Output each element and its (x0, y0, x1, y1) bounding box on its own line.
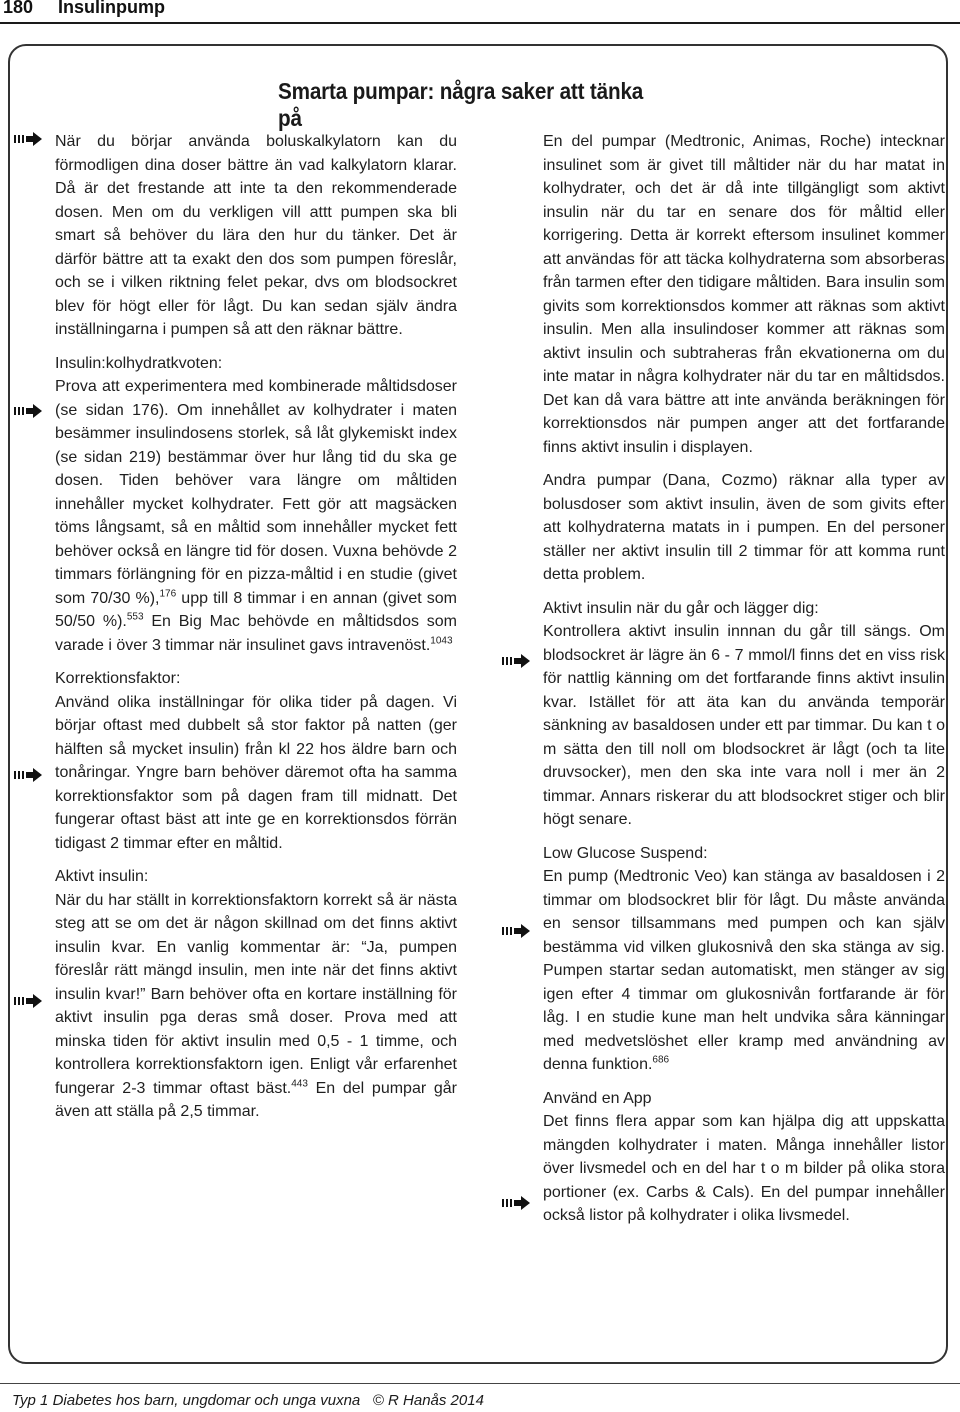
reference-number: 686 (652, 1054, 670, 1066)
section-text-active-insulin: När du har ställt in korrektionsfaktorn korrekt så är nästa steg att se om det är någon skillnad om det finns aktivt insulin kvar. En vanlig kommentar är: “Ja, pumpen föreslår rätt mängd insulin, men inte när det finns aktivt insulin kvar!” Barn behöver ofta en kortare inställning för aktivt insulin pga deras små doser. Prova med att minska tiden för aktivt insulin med 0,5 - 1 timme, och kontrollera korrektionsfaktorn igen. Enligt vår erfarenhet fungerar 2-3 timmar oftast bäst.$^{443}$ En del pumpar går även att ställa på 2,5 timmar. (55, 891, 457, 1120)
copyright: © R Hanås 2014 (372, 1392, 484, 1409)
section-text-correction-factor: Använd olika inställningar för olika tider på dagen. Vi börjar oftast med dubbelt så stor faktor på natten (ger hälften så mycket insulin) från kl 22 hos äldre barn och tonåringar. Yngre barn behöver däremot ofta ha samma korrektionsfaktor som på dagen fram till midnatt. Det fungerar oftast bäst att inte ge en korrektionsdos förrän tidigast 2 timmar efter en måltid. (55, 693, 457, 852)
paragraph-pumps-meal-insulin: En del pumpar (Medtronic, Animas, Roche) intecknar insulinet som är givet till måltider när du har matat in kolhydrater, och det är då inte tillgängligt som aktivt insulin när du tar en senare dos för måltid eller korrigering. Detta är korrekt eftersom insulinet kommer att användas för att täcka kolhydraterna som absorberas från tarmen efter den tidigare måltiden. Bara insulin som givits som korrektionsdos kommer att räknas som aktivt insulin. Men alla insulindoser kommer att räknas som aktivt insulin och subtraheras från ekvationerna om du inte matar in några kolhydrater när du tar en måltidsdos. Det kan då vara bättre att inte använda beräkningen för korrektionsdos när pumpen anger att det fortfarande finns aktivt insulin i displayen. (543, 133, 945, 456)
section-title-correction-factor: Korrektionsfaktor: (55, 670, 181, 687)
reference-number: 443 (291, 1078, 308, 1090)
section-text-use-an-app: Det finns flera appar som kan hjälpa dig att uppskatta mängden kolhydrater i maten. Många innehåller listor över livsmedel och en del har t o m bilder på olika stora portioner (ex. Carbs & Cals). En del pumpar innehåller också listor på kolhydrater i olika livsmedel. (543, 1113, 945, 1224)
arrow-bullet-icon (14, 404, 44, 418)
section-text-low-glucose-suspend: En pump (Medtronic Veo) kan stänga av basaldosen i 2 timmar om blodsockret blir för lågt. Du måste använda en sensor tillsammans med pumpen och kan själv bestämma vid vilken glukosnivå den ska stänga av sig. Pumpen startar sedan automatiskt, men stänger av sig igen efter 4 timmar om glukosnivån fortfarande är för låg. I en studie kune man helt undvika såra känningar med medvetslöshet eller kramp med användning av denna funktion.$^{686}$ (543, 868, 945, 1073)
box-title: Smarta pumpar: några saker att tänka på (278, 78, 644, 131)
page-header (0, 0, 960, 18)
intro-paragraph: När du börjar använda boluskalkylatorn kan du förmodligen dina doser bättre än vad kalkylatorn klarar. Då är det frestande att inte ta den rekommenderade dosen. Men om du verkligen vill attt pumpen ska bli smart så behöver du lära den hur du tänker. Det är därför bättre att ta exakt den dos som pumpen föreslår, och se i vilken riktning felet pekar, dvs om blodsockret blev för högt eller för lågt. Du kan sedan själv ändra inställningarna i pumpen så att den räknar bättre. (55, 133, 457, 338)
section-title-insulin-carb-ratio: Insulin:kolhydratkvoten: (55, 354, 223, 372)
arrow-bullet-icon (502, 654, 532, 668)
arrow-bullet-icon (502, 924, 532, 938)
paragraph-other-pumps: Andra pumpar (Dana, Cozmo) räknar alla typer av bolusdoser som aktivt insulin, även de som givits efter att kolhydraterna matats in i pumpen. En del personer ställer ner aktivt insulin till 2 timmar för att komma runt detta problem. (543, 472, 945, 583)
running-title: Insulinpump (58, 0, 165, 17)
page-number: 180 (3, 0, 34, 17)
book-title: Typ 1 Diabetes hos barn, ungdomar och unga vuxna (12, 1392, 361, 1409)
arrow-bullet-icon (14, 768, 44, 782)
right-column (543, 130, 945, 1228)
arrow-bullet-icon (502, 1196, 532, 1210)
arrow-bullet-icon (14, 132, 44, 146)
section-text-bedtime-active-insulin: Kontrollera aktivt insulin innnan du går till sängs. Om blodsockret är lägre än 6 - 7 mmol/l finns det en viss risk för nattlig känning om det fortfarande finns aktivt insulin kvar. Istället för att äta kan du använda temporär sänkning av basaldosen under ett par timmar. Du kan t o m sätta den till noll om blodsockret är lågt (och ta lite druvsocker), men den ska inte vara noll i mer än 2 timmar. Annars riskerar du att blodsockret stiger och blir högt senare. (543, 623, 945, 828)
section-title-use-an-app: Använd en App (543, 1089, 652, 1107)
section-title-low-glucose-suspend: Low Glucose Suspend: (543, 844, 708, 862)
section-text-insulin-carb-ratio: Prova att experimentera med kombinerade måltidsdoser (se sidan 176). Om innehållet av kolhydrater i maten besämmer insulindosens storlek, så låt glykemiskt index (se sidan 219) bestämmar över hur lång tid du ska ge dosen. Tiden behöver vara längre om måltiden innehåller mycket kolhydrater. Fett gör att magsäcken töms långsamt, så en måltid som innehåller mycket fett behöver också en längre tid för dosen. Vuxna behövde 2 timmars förlängning för en pizza-måltid i en studie (givet som 70/30 %),$^{176}$ upp till 8 timmar i en annan (givet som 50/50 %).$^{553}$ En Big Mac behövde en måltidsdos som varade i över 3 timmar när insulinet gavs intravenöst.$^{1043}$ (55, 378, 458, 654)
footer-rule (0, 1383, 960, 1384)
arrow-bullet-icon (14, 994, 44, 1008)
header-rule (0, 22, 960, 24)
page-footer (12, 1392, 484, 1409)
section-title-active-insulin: Aktivt insulin: (55, 868, 149, 885)
reference-number: 553 (126, 611, 144, 623)
reference-number: 1043 (430, 635, 453, 647)
section-title-bedtime-active-insulin: Aktivt insulin när du går och lägger dig: (543, 599, 819, 617)
reference-number: 176 (159, 588, 177, 600)
left-column (55, 130, 457, 1124)
